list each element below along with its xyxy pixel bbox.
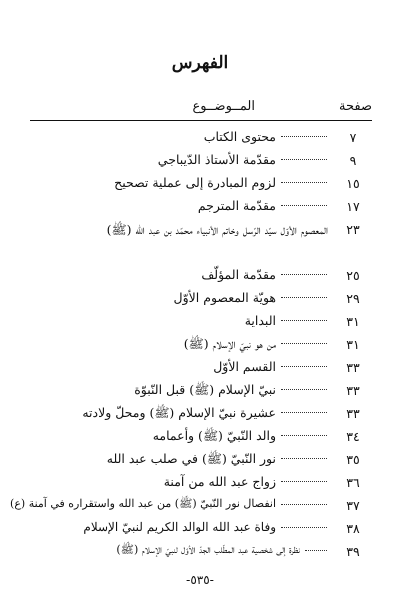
entry-title: محتوى الكتاب xyxy=(203,129,276,144)
entry-page-number: ٢٣ xyxy=(346,222,360,237)
entry-page-number: ٣٣ xyxy=(346,360,360,375)
entry-title: نور النّبيّ (ﷺ) في صلب عبد الله xyxy=(106,451,276,466)
page-number: -٥٣٥- xyxy=(185,573,215,587)
dot-leader xyxy=(281,458,327,459)
toc-entry xyxy=(30,381,372,403)
entry-page-number: ٧ xyxy=(349,130,357,145)
entry-title: مقدّمة الأستاذ الدّيباجي xyxy=(157,152,276,167)
entry-page-number: ٣١ xyxy=(346,337,360,352)
entry-page-number: ٢٩ xyxy=(346,291,360,306)
toc-entry xyxy=(30,358,372,380)
entry-title: نبيّ الإسلام (ﷺ) قبل النّبوّة xyxy=(134,382,276,397)
entry-page-number: ٣٨ xyxy=(346,521,360,536)
dot-leader xyxy=(281,435,327,436)
entry-page-number: ٣٣ xyxy=(346,383,360,398)
toc-entry xyxy=(30,427,372,449)
toc-entry xyxy=(30,519,372,541)
toc-entry xyxy=(30,335,372,357)
entry-title: مقدّمة المؤلّف xyxy=(201,267,276,282)
dot-leader xyxy=(281,297,327,298)
entry-page-number: ٣٧ xyxy=(346,498,360,513)
dot-leader xyxy=(281,159,327,160)
toc-entry xyxy=(30,312,372,334)
dot-leader xyxy=(305,550,327,551)
entry-title: زواج عبد الله من آمنة xyxy=(163,474,276,489)
entry-page-number: ٢٥ xyxy=(346,268,360,283)
toc-entry xyxy=(30,174,372,196)
page-column-label: صفحة xyxy=(339,99,372,114)
entry-title: نظرة إلى شخصية عبد المطّلب الجدّ الأوّل لنبيّ الإسلام (ﷺ) xyxy=(116,543,300,556)
header-divider xyxy=(30,120,372,121)
entry-page-number: ٩ xyxy=(349,153,357,168)
entry-title: انفصال نور النّبيّ (ﷺ) من عبد الله واستقراره في آمنة (ع) xyxy=(10,497,276,510)
dot-leader xyxy=(281,412,327,413)
dot-leader xyxy=(281,504,327,505)
dot-leader xyxy=(281,320,327,321)
entry-title: هويّة المعصوم الأوّل xyxy=(173,290,276,305)
toc-entry xyxy=(30,266,372,288)
toc-entry xyxy=(30,289,372,311)
entry-page-number: ٣١ xyxy=(346,314,360,329)
dot-leader xyxy=(281,274,327,275)
toc-entry xyxy=(10,496,372,518)
dot-leader xyxy=(281,366,327,367)
entry-page-number: ٣٦ xyxy=(346,475,360,490)
toc-entry xyxy=(30,450,372,472)
dot-leader xyxy=(281,136,327,137)
toc-entry xyxy=(30,220,372,264)
toc-entry xyxy=(30,404,372,426)
entry-title: القسم الأوّل xyxy=(213,359,276,374)
entry-page-number: ٣٥ xyxy=(346,452,360,467)
toc-entry xyxy=(30,473,372,495)
entry-page-number: ٣٩ xyxy=(346,544,360,559)
page-title: الفهرس xyxy=(171,53,229,73)
entry-page-number: ٣٣ xyxy=(346,406,360,421)
dot-leader xyxy=(281,389,327,390)
entry-title: من هو نبيّ الإسلام (ﷺ) xyxy=(183,336,276,351)
entry-title: مقدّمة المترجم xyxy=(197,198,276,213)
toc-entry xyxy=(30,197,372,219)
entry-page-number: ٣٤ xyxy=(346,429,360,444)
entry-page-number: ١٥ xyxy=(346,176,360,191)
entry-title: والد النّبيّ (ﷺ) وأعمامه xyxy=(152,428,276,443)
dot-leader xyxy=(281,205,327,206)
toc-entry xyxy=(30,542,372,564)
dot-leader xyxy=(281,182,327,183)
dot-leader xyxy=(281,481,327,482)
toc-entry xyxy=(30,128,372,150)
dot-leader xyxy=(281,527,327,528)
entry-title: وفاة عبد الله الوالد الكريم لنبيّ الإسلام xyxy=(83,520,276,534)
entry-title: المعصوم الأوّل سيّد الرّسل وخاتم الأنبياء محمّد بن عبد الله (ﷺ) xyxy=(106,222,328,237)
entry-title: لزوم المبادرة إلى عملية تصحيح xyxy=(114,175,276,190)
entry-title: البداية xyxy=(244,313,276,328)
entry-page-number: ١٧ xyxy=(346,199,360,214)
dot-leader xyxy=(281,343,327,344)
entry-title: عشيرة نبيّ الإسلام (ﷺ) ومحلّ ولادته xyxy=(82,405,276,420)
column-header xyxy=(30,99,372,119)
topic-column-label: المــوضــوع xyxy=(192,99,255,114)
toc-entry xyxy=(30,151,372,173)
